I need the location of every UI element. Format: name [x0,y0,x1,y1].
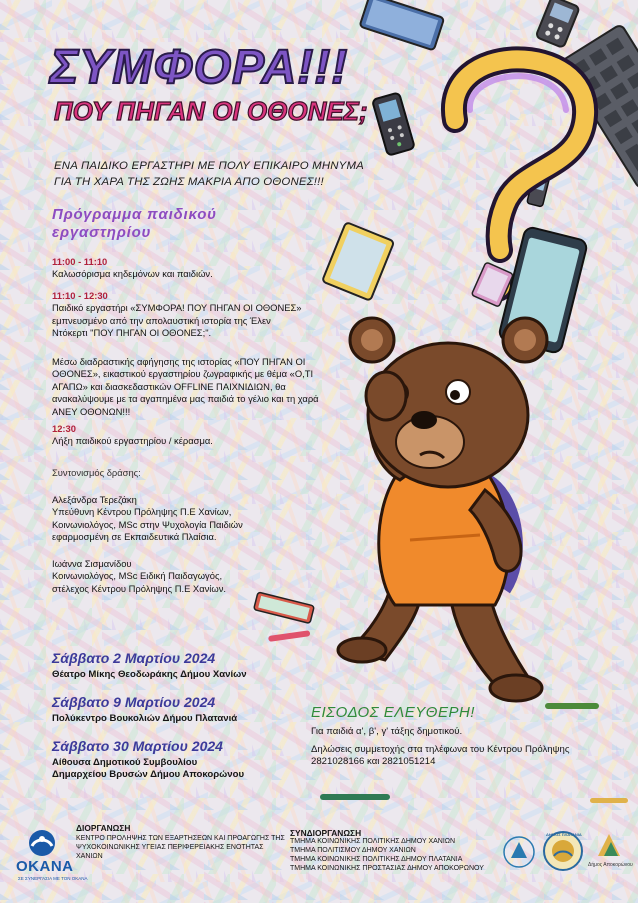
phone-illustration [536,0,580,48]
coordinator-name: Ιωάννα Σισμανίδου [52,558,132,569]
coordinator-role: Υπεύθυνη Κέντρου Πρόληψης Π.Ε Χανίων, Κοινωνιολόγος, MSc στην Ψυχολογία Παιδιών εφαρμοσμένη σε Εκπαιδευτικά Πλαίσια. [52,506,243,543]
coordinator-role: Κοινωνιολόγος, MSc Ειδική Παιδαγωγός, στέλεχος Κέντρου Πρόληψης Π.Ε Χανίων. [52,570,226,594]
phone-illustration [372,92,415,155]
schedule-text: Μέσω διαδραστικής αφήγησης της ιστορίας «ΠΟΥ ΠΗΓΑΝ ΟΙ ΟΘΟΝΕΣ», εικαστικού εργαστηρίου ζωγραφικής με θέμα «Ο,ΤΙ ΑΓΑΠΩ» και διασκεδαστικών OFFLINE ΠΑΙΧΝΙΔΙΩΝ, θα ανακαλύψουμε με τα αγαπημένα μας παιδιά το γέλιο και τη χαρά ΑΝΕΥ ΟΘΟΝΩΝ!!! [52,356,319,417]
schedule-item [52,256,332,281]
coordination-label: Συντονισμός δράσης: [52,467,141,478]
schedule-text: Καλωσόρισμα κηδεμόνων και παιδιών. [52,268,213,280]
poster-subtitle: ΠΟΥ ΠΗΓΑΝ ΟΙ ΟΘΟΝΕΣ; [54,96,368,126]
co-organizer-block [290,828,510,874]
tablet-illustration [322,222,394,301]
co-organizer-heading: ΣΥΝΔΙΟΡΓΑΝΩΣΗ [290,828,362,838]
schedule-time: 11:00 - 11:10 [52,256,108,267]
tablet-illustration [359,0,444,50]
bear-illustration [338,318,547,701]
co-organizer-item: ΤΜΗΜΑ ΚΟΙΝΩΝΙΚΗΣ ΠΟΛΙΤΙΚΗΣ ΔΗΜΟΥ ΠΛΑΤΑΝΙΑ [290,855,463,863]
event-date: Σάββατο 2 Μαρτίου 2024 [52,650,216,666]
event-venue: Πολύκεντρο Βουκολιών Δήμου Πλατανιά [52,713,238,724]
schedule-item [52,423,332,448]
event-date: Σάββατο 9 Μαρτίου 2024 [52,694,216,710]
okana-logo-icon [24,828,60,858]
schedule-item [52,356,324,418]
municipality-logo-icon [502,834,536,870]
event-venue: Θέατρο Μίκης Θεοδωράκης Δήμου Χανίων [52,669,247,680]
okana-logo-subtext: ΣΕ ΣΥΝΕΡΓΑΣΙΑ ΜΕ ΤΟΝ ΟΚΑΝΑ [18,876,88,881]
schedule-item [52,290,302,340]
schedule-time: 11:10 - 12:30 [52,290,108,301]
schedule-time: 12:30 [52,423,76,434]
free-entry: ΕΙΣΟΔΟΣ ΕΛΕΥΘΕΡΗ! [311,704,475,721]
schedule-text: Παιδικό εργαστήρι «ΣΥΜΦΟΡΑ! ΠΟΥ ΠΗΓΑΝ ΟΙ ΟΘΟΝΕΣ» εμπνευσμένο από την απολαυστική ιστορία της Έλεν Ντόκερτι "ΠΟΥ ΠΗΓΑΝ ΟΙ ΟΘΟΝΕΣ;". [52,302,302,339]
poster-title: ΣΥΜΦΟΡΑ!!! [50,41,349,94]
coordinator-name: Αλεξάνδρα Τερεζάκη [52,494,137,505]
okana-logo-text: OKANA [16,858,74,875]
organizer-block [76,823,290,862]
apokoronou-logo-icon [594,830,624,860]
program-heading: Πρόγραμμα παιδικού εργαστηρίου [52,206,217,241]
tagline: ΕΝΑ ΠΑΙΔΙΚΟ ΕΡΓΑΣΤΗΡΙ ΜΕ ΠΟΛΥ ΕΠΙΚΑΙΡΟ ΜΗΝΥΜΑ ΓΙΑ ΤΗ ΧΑΡΑ ΤΗΣ ΖΩΗΣ ΜΑΚΡΙΑ ΑΠΟ ΟΘΟΝΕΣ!!! [54,160,364,189]
organizer-heading: ΔΙΟΡΓΑΝΩΣΗ [76,823,131,833]
event-venue: Αίθουσα Δημοτικού Συμβουλίου Δημαρχείου Βρυσών Δήμου Αποκορώνου [52,757,245,781]
schedule-text: Λήξη παιδικού εργαστηρίου / κέρασμα. [52,435,213,447]
co-organizer-item: ΤΜΗΜΑ ΠΟΛΙΤΙΣΜΟΥ ΔΗΜΟΥ ΧΑΝΙΩΝ [290,846,416,854]
apokoronou-logo-text: Δήμος Αποκορώνου [588,862,633,868]
platania-logo-text: ΔΗΜΟΣ ΠΛΑΤΑΝΙΑ [546,832,582,837]
co-organizer-item: ΤΜΗΜΑ ΚΟΙΝΩΝΙΚΗΣ ΠΡΟΣΤΑΣΙΑΣ ΔΗΜΟΥ ΑΠΟΚΟΡΩΝΟΥ [290,864,484,872]
co-organizer-item: ΤΜΗΜΑ ΚΟΙΝΩΝΙΚΗΣ ΠΟΛΙΤΙΚΗΣ ΔΗΜΟΥ ΧΑΝΙΩΝ [290,838,456,845]
event-date: Σάββατο 30 Μαρτίου 2024 [52,738,223,754]
organizer-text: ΚΕΝΤΡΟ ΠΡΟΛΗΨΗΣ ΤΩΝ ΕΞΑΡΤΗΣΕΩΝ ΚΑΙ ΠΡΟΑΓΩΓΗΣ ΤΗΣ ΨΥΧΟΚΟΙΝΩΝΙΚΗΣ ΥΓΕΙΑΣ ΠΕΡΙΦΕΡΕΙΑΚΗΣ ΕΝΟΤΗΤΑΣ ΧΑΝΙΩΝ [76,835,285,860]
audience-info: Για παιδιά α', β', γ' τάξης δημοτικού. [311,726,463,737]
coordinator [52,494,288,544]
registration-info: Δηλώσεις συμμετοχής στα τηλέφωνα του Κέντρου Πρόληψης 2821028166 και 2821051214 [311,744,570,768]
tablet-illustration [254,592,315,623]
coordinator [52,558,258,595]
